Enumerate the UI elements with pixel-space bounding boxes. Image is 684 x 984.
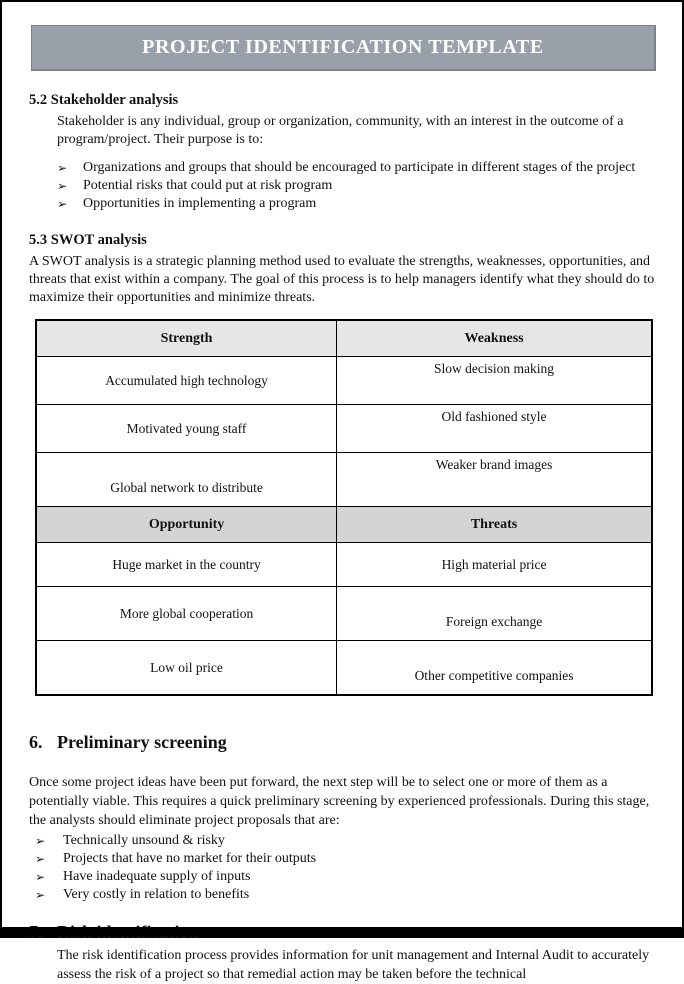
bullet-item [57,195,657,213]
risk-paragraph: The risk identification process provides information for unit management and Internal Audit to accurately assess the risk of a project so that remedial action may be taken before the technical [57,948,650,982]
table-cell: More global cooperation [36,587,337,641]
arrow-bullet-icon: ➢ [35,870,46,884]
bullet-item [35,886,657,904]
table-row [36,641,652,696]
table-cell: Old fashioned style [337,405,652,453]
table-cell: Foreign exchange [337,587,652,641]
stakeholder-bullet-list [57,159,657,213]
swot-paragraph: A SWOT analysis is a strategic planning method used to evaluate the strengths, weaknesses, opportunities, and threats that exist within a company. The goal of this process is to help managers identify what they should do to maximize their opportunities and minimize threats. [29,254,655,305]
arrow-bullet-icon: ➢ [35,852,46,866]
bullet-item [35,850,657,868]
bullet-text: Have inadequate supply of inputs [63,869,251,884]
bullet-text: Opportunities in implementing a program [83,196,317,211]
arrow-bullet-icon: ➢ [35,888,46,902]
table-cell: Low oil price [36,641,337,696]
section-heading-stakeholder: 5.2 Stakeholder analysis [29,92,179,108]
table-row [36,543,652,587]
table-cell: Accumulated high technology [36,357,337,405]
table-header-opportunity: Opportunity [36,507,337,543]
section-heading-preliminary [29,731,657,753]
preliminary-paragraph: Once some project ideas have been put forward, the next step will be to select one or more of them as a potentially viable. This requires a quick preliminary screening by experienced professionals. During this stage, the analysts should eliminate project proposals that are: [29,775,650,828]
table-cell: Global network to distribute [36,453,337,507]
stakeholder-paragraph: Stakeholder is any individual, group or organization, community, with an interest in the outcome of a program/project. Their purpose is to: [57,114,624,147]
table-cell: Weaker brand images [337,453,652,507]
bullet-text: Organizations and groups that should be encouraged to participate in different stages of the project [83,160,636,175]
table-header-weakness: Weakness [337,320,652,357]
section-number: 6. [29,732,43,752]
arrow-bullet-icon: ➢ [57,179,68,193]
table-cell: Huge market in the country [36,543,337,587]
table-header-threats: Threats [337,507,652,543]
document-title-bar [31,25,656,71]
swot-table [35,319,653,696]
table-header-strength: Strength [36,320,337,357]
arrow-bullet-icon: ➢ [57,197,68,211]
table-cell: Slow decision making [337,357,652,405]
bullet-text: Technically unsound & risky [63,833,225,848]
bullet-text: Potential risks that could put at risk program [83,178,333,193]
section-heading-swot: 5.3 SWOT analysis [29,232,147,248]
section-title: Preliminary screening [57,732,227,752]
page-bottom-edge [2,927,682,936]
table-row [36,405,652,453]
arrow-bullet-icon: ➢ [57,161,68,175]
table-cell: Other competitive companies [337,641,652,696]
arrow-bullet-icon: ➢ [35,834,46,848]
bullet-text: Projects that have no market for their outputs [63,851,317,866]
bullet-item [35,832,657,850]
table-row [36,357,652,405]
bullet-item [35,868,657,886]
table-header-row [36,507,652,543]
table-row [36,453,652,507]
table-cell: Motivated young staff [36,405,337,453]
bullet-item [57,159,657,177]
preliminary-bullet-list [35,832,657,904]
document-body [2,92,682,984]
bullet-text: Very costly in relation to benefits [63,887,250,902]
table-header-row [36,320,652,357]
bullet-item [57,177,657,195]
table-cell: High material price [337,543,652,587]
page-title: PROJECT IDENTIFICATION TEMPLATE [142,36,544,58]
table-row [36,587,652,641]
